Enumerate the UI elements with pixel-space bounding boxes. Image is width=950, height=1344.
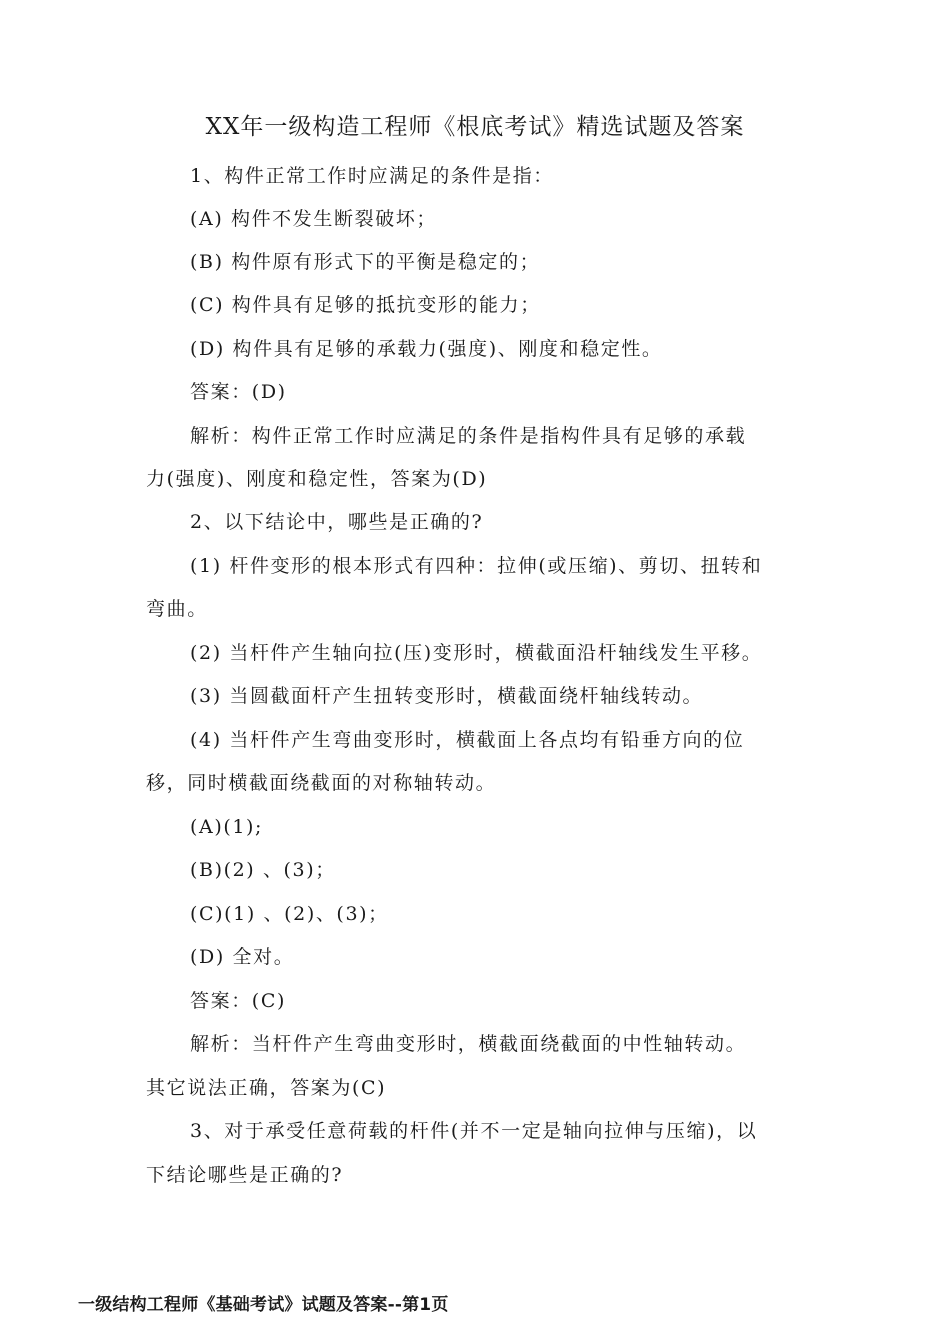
question-2-statement-1-cont: 弯曲。 — [146, 598, 208, 620]
question-2-option-a: (A)(1); — [190, 816, 264, 838]
question-2-option-c: (C)(1) 、(2)、(3)； — [190, 903, 389, 925]
question-2-stem: 2、以下结论中，哪些是正确的? — [190, 511, 484, 533]
question-2-explanation: 解析：当杆件产生弯曲变形时，横截面绕截面的中性轴转动。 — [190, 1033, 747, 1055]
question-1-stem: 1、构件正常工作时应满足的条件是指： — [190, 165, 554, 187]
question-2-explanation-cont: 其它说法正确，答案为(C) — [146, 1077, 387, 1099]
question-1-option-d: (D) 构件具有足够的承载力(强度)、刚度和稳定性。 — [190, 338, 663, 360]
question-2-option-d: (D) 全对。 — [190, 946, 295, 968]
question-1-explanation-cont: 力(强度)、刚度和稳定性，答案为(D) — [146, 468, 488, 490]
question-2-statement-1: (1) 杆件变形的根本形式有四种：拉伸(或压缩)、剪切、扭转和 — [190, 555, 763, 577]
question-3-stem: 3、对于承受任意荷载的杆件(并不一定是轴向拉伸与压缩)，以 — [190, 1120, 758, 1142]
question-1-explanation: 解析：构件正常工作时应满足的条件是指构件具有足够的承载 — [190, 425, 747, 447]
question-2-answer: 答案：(C) — [190, 990, 286, 1012]
question-3-stem-cont: 下结论哪些是正确的? — [146, 1164, 344, 1186]
question-2-statement-2: (2) 当杆件产生轴向拉(压)变形时，横截面沿杆轴线发生平移。 — [190, 642, 763, 664]
document-title: XX年一级构造工程师《根底考试》精选试题及答案 — [205, 114, 745, 140]
question-2-statement-4-cont: 移，同时横截面绕截面的对称轴转动。 — [146, 772, 497, 794]
page-footer: 一级结构工程师《基础考试》试题及答案--第1页 — [78, 1295, 449, 1315]
question-1-option-a: (A) 构件不发生断裂破坏； — [190, 208, 437, 230]
question-1-option-b: (B) 构件原有形式下的平衡是稳定的； — [190, 251, 541, 273]
question-2-statement-3: (3) 当圆截面杆产生扭转变形时，横截面绕杆轴线转动。 — [190, 685, 704, 707]
question-1-answer: 答案：(D) — [190, 381, 287, 403]
question-2-statement-4: (4) 当杆件产生弯曲变形时，横截面上各点均有铅垂方向的位 — [190, 729, 745, 751]
question-1-option-c: (C) 构件具有足够的抵抗变形的能力； — [190, 294, 541, 316]
question-2-option-b: (B)(2) 、(3)； — [190, 859, 336, 881]
